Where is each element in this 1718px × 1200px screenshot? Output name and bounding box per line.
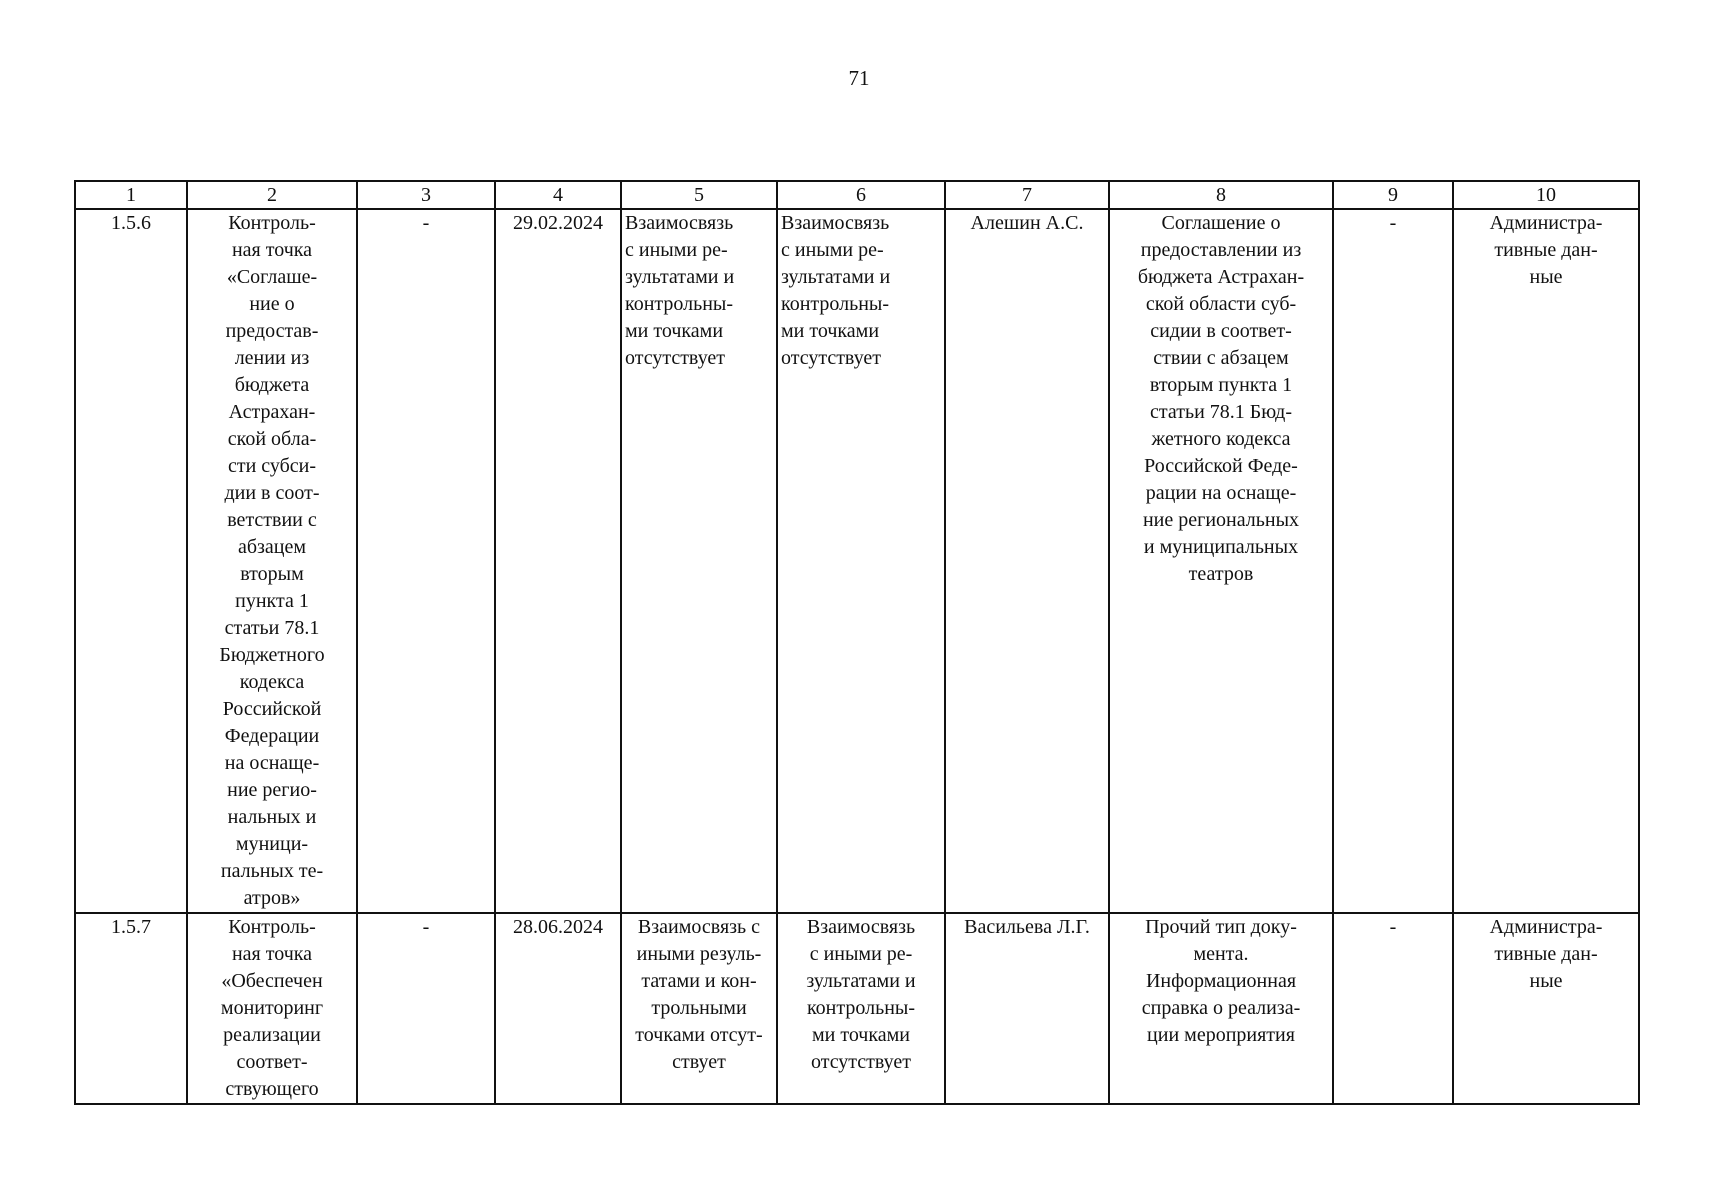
header-col-5: 5 <box>621 181 777 209</box>
control-point-name: Контроль- ная точка «Обеспечен мониторинг реализации соответ- ствующего <box>187 913 357 1104</box>
document-type: Прочий тип доку- мента. Информационная справка о реализа- ции мероприятия <box>1109 913 1333 1104</box>
control-point-name: Контроль- ная точка «Соглаше- ние о предостав- лении из бюджета Астрахан- ской обла- сти субси- дии в соот- ветствии с абзацем вторым пункта 1 статьи 78.1 Бюджетного кодекса Российской Федерации на оснаще- ние регио- нальных и муници- пальных те- атров» <box>187 209 357 913</box>
page-number: 71 <box>848 66 870 90</box>
responsible-person: Алешин А.С. <box>945 209 1109 913</box>
due-date: 29.02.2024 <box>495 209 621 913</box>
header-col-3: 3 <box>357 181 495 209</box>
table-header-row <box>75 181 1639 209</box>
responsible-person: Васильева Л.Г. <box>945 913 1109 1104</box>
data-source: Администра- тивные дан- ные <box>1453 913 1639 1104</box>
document-type: Соглашение о предоставлении из бюджета Астрахан- ской области суб- сидии в соответ- ствии с абзацем вторым пункта 1 статьи 78.1 Бюд- жетного кодекса Российской Феде- рации на оснаще- ние региональных и муниципальных театров <box>1109 209 1333 913</box>
header-col-10: 10 <box>1453 181 1639 209</box>
data-source: Администра- тивные дан- ные <box>1453 209 1639 913</box>
column-3-value: - <box>357 913 495 1104</box>
row-number: 1.5.7 <box>75 913 187 1104</box>
column-9-value: - <box>1333 913 1453 1104</box>
header-col-2: 2 <box>187 181 357 209</box>
row-number: 1.5.6 <box>75 209 187 913</box>
table-row <box>75 913 1639 1104</box>
relationship-previous: Взаимосвязь с иными резуль- татами и кон- трольными точками отсут- ствует <box>621 913 777 1104</box>
column-3-value: - <box>357 209 495 913</box>
header-col-8: 8 <box>1109 181 1333 209</box>
column-9-value: - <box>1333 209 1453 913</box>
header-col-7: 7 <box>945 181 1109 209</box>
relationship-previous: Взаимосвязь с иными ре- зультатами и контрольны- ми точками отсутствует <box>621 209 777 913</box>
due-date: 28.06.2024 <box>495 913 621 1104</box>
header-col-1: 1 <box>75 181 187 209</box>
table-row <box>75 209 1639 913</box>
header-col-9: 9 <box>1333 181 1453 209</box>
relationship-next: Взаимосвязь с иными ре- зультатами и контрольны- ми точками отсутствует <box>777 209 945 913</box>
results-table <box>74 180 1640 1105</box>
relationship-next: Взаимосвязь с иными ре- зультатами и контрольны- ми точками отсутствует <box>777 913 945 1104</box>
header-col-4: 4 <box>495 181 621 209</box>
header-col-6: 6 <box>777 181 945 209</box>
